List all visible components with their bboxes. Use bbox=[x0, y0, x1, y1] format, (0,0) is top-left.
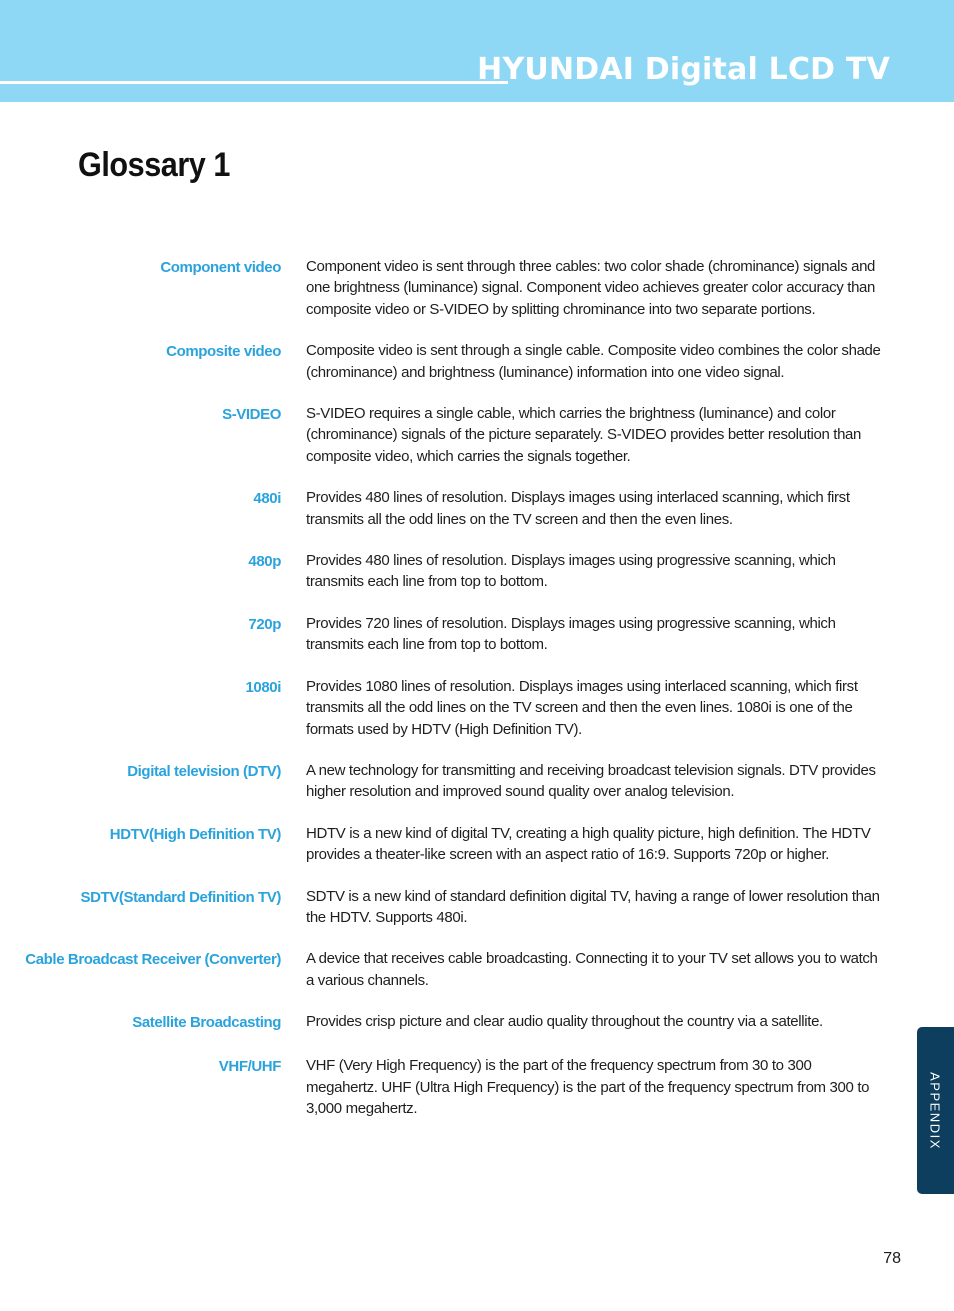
glossary-entry bbox=[0, 1055, 954, 1119]
glossary-list bbox=[0, 256, 954, 1139]
glossary-term: Cable Broadcast Receiver (Converter) bbox=[25, 951, 281, 969]
glossary-entry bbox=[0, 1011, 954, 1035]
appendix-tab[interactable] bbox=[917, 1027, 954, 1194]
glossary-term: HDTV(High Definition TV) bbox=[109, 825, 281, 843]
glossary-term: 480p bbox=[248, 553, 281, 571]
glossary-entry bbox=[0, 823, 954, 866]
glossary-definition: HDTV is a new kind of digital TV, creating a high quality picture, high definition. The HDTV provides a theater-like screen with an aspect ratio of 16:9. Supports 720p or higher. bbox=[306, 824, 871, 864]
glossary-definition: Composite video is sent through a single cable. Composite video combines the color shade (chrominance) and brightness (luminance) information into one video signal. bbox=[306, 342, 881, 381]
glossary-term: 1080i bbox=[245, 678, 281, 696]
glossary-term: Component video bbox=[160, 259, 281, 276]
header-divider bbox=[0, 81, 508, 84]
glossary-definition: A new technology for transmitting and receiving broadcast television signals. DTV provides higher resolution and improved sound quality over analog television. bbox=[306, 761, 876, 801]
glossary-term: SDTV(Standard Definition TV) bbox=[80, 888, 281, 906]
appendix-tab-label: APPENDIX bbox=[927, 1072, 943, 1150]
glossary-definition: Component video is sent through three cables: two color shade (chrominance) signals and one brightness (luminance) signal. Component video achieves greater color accuracy than composite video or S-VIDEO by splitting chrominance into two separate portions. bbox=[306, 258, 876, 318]
glossary-entry bbox=[0, 613, 954, 656]
glossary-term: 480i bbox=[253, 490, 281, 508]
glossary-entry bbox=[0, 550, 954, 593]
glossary-definition: Provides 720 lines of resolution. Displays images using progressive scanning, which transmits each line from top to bottom. bbox=[306, 614, 836, 654]
glossary-term: VHF/UHF bbox=[218, 1058, 281, 1076]
header-title: HYUNDAI Digital LCD TV bbox=[477, 52, 890, 87]
glossary-term: S-VIDEO bbox=[222, 406, 281, 424]
glossary-term: Digital television (DTV) bbox=[127, 762, 281, 780]
glossary-definition: Provides 1080 lines of resolution. Displays images using interlaced scanning, which first transmits all the odd lines on the TV screen and then the even lines. 1080i is one of the formats used by HDTV (High Definition TV). bbox=[306, 677, 858, 738]
glossary-definition: A device that receives cable broadcasting. Connecting it to your TV set allows you to watch a various channels. bbox=[306, 950, 878, 989]
glossary-entry bbox=[0, 948, 954, 991]
glossary-term: Composite video bbox=[166, 343, 281, 361]
glossary-entry bbox=[0, 340, 954, 383]
glossary-definition: Provides 480 lines of resolution. Displays images using interlaced scanning, which first transmits all the odd lines on the TV screen and then the even lines. bbox=[306, 489, 850, 528]
glossary-definition: Provides crisp picture and clear audio quality throughout the country via a satellite. bbox=[306, 1013, 823, 1031]
glossary-term: Satellite Broadcasting bbox=[132, 1014, 281, 1032]
glossary-definition: VHF (Very High Frequency) is the part of the frequency spectrum from 30 to 300 megahertz. UHF (Ultra High Frequency) is the part of the frequency spectrum from 300 to 3,000 megahertz. bbox=[306, 1057, 870, 1117]
glossary-definition: S-VIDEO requires a single cable, which carries the brightness (luminance) and color (chrominance) signals of the picture separately. S-VIDEO provides better resolution than composite video, which carries the signals together. bbox=[306, 405, 862, 465]
glossary-definition: Provides 480 lines of resolution. Displays images using progressive scanning, which transmits each line from top to bottom. bbox=[306, 552, 836, 591]
glossary-entry bbox=[0, 403, 954, 467]
glossary-entry bbox=[0, 256, 954, 320]
glossary-entry bbox=[0, 676, 954, 740]
page-title: Glossary 1 bbox=[78, 146, 231, 184]
page-number: 78 bbox=[883, 1250, 901, 1267]
glossary-entry bbox=[0, 760, 954, 803]
glossary-definition: SDTV is a new kind of standard definition digital TV, having a range of lower resolution than the HDTV. Supports 480i. bbox=[306, 887, 880, 926]
glossary-term: 720p bbox=[248, 615, 281, 633]
glossary-entry bbox=[0, 487, 954, 530]
glossary-entry bbox=[0, 886, 954, 929]
